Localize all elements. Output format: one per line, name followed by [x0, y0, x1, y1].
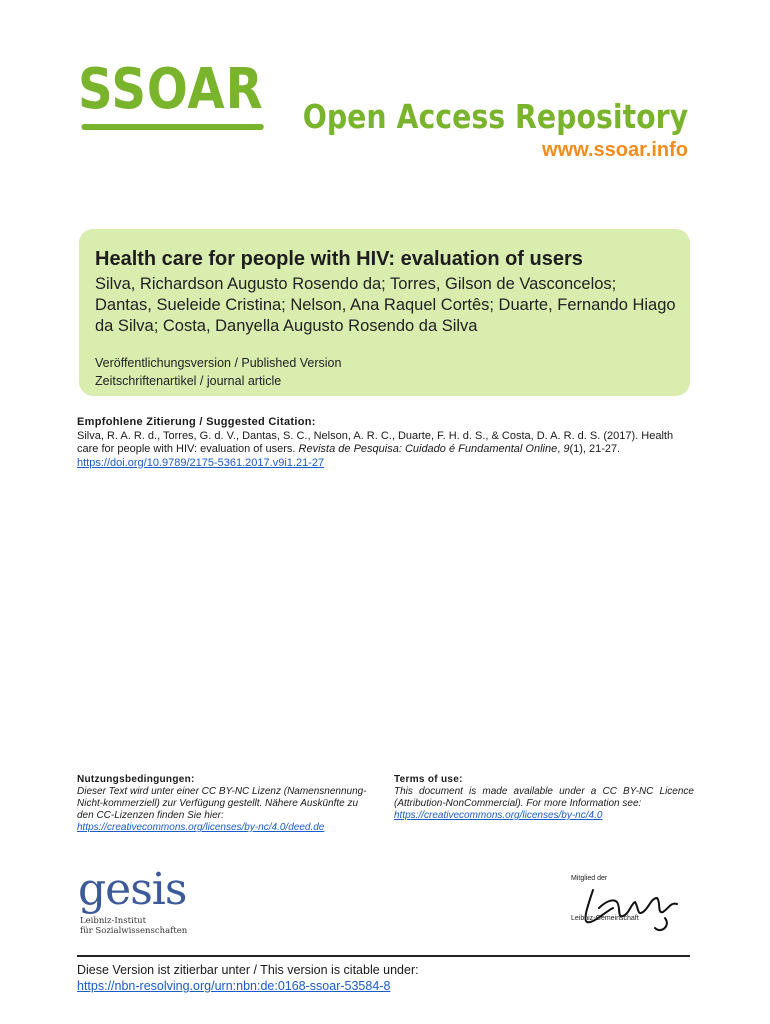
gesis-subtitle-line1: Leibniz-Institut	[80, 916, 147, 926]
paper-title: Health care for people with HIV: evaluation of users	[95, 248, 583, 270]
citation-heading: Empfohlene Zitierung / Suggested Citation:	[77, 416, 316, 428]
terms-de-license-link[interactable]: https://creativecommons.org/licenses/by-nc/4.0/deed.de	[77, 822, 325, 833]
citation-volume: 9	[563, 443, 570, 455]
gesis-wordmark: gesis	[78, 864, 187, 915]
citable-version-text: Diese Version ist zitierbar unter / This version is citable under:	[77, 963, 419, 977]
terms-en-body: This document is made available under a CC BY-NC Licence (Attribution-NonCommercial). For more Information see:	[394, 786, 694, 809]
terms-de-heading: Nutzungsbedingungen:	[77, 774, 195, 785]
gesis-subtitle-line2: für Sozialwissenschaften	[80, 926, 188, 936]
terms-de-body: Dieser Text wird unter einer CC BY-NC Lizenz (Namensnennung-Nicht-kommerziell) zur Verfügung gestellt. Nähere Auskünfte zu den CC-Lizenzen finden Sie hier:	[77, 786, 367, 821]
leibniz-logo	[565, 868, 695, 940]
ssoar-logo-underline	[81, 124, 263, 130]
citation-pages: (1), 21-27.	[569, 443, 621, 455]
terms-of-use-german	[77, 774, 377, 834]
publication-version: Veröffentlichungsversion / Published Version	[95, 356, 342, 370]
leibniz-bottom-text: Leibniz-Gemeinschaft	[571, 915, 639, 922]
terms-en-heading: Terms of use:	[394, 774, 463, 785]
leibniz-signature-text: Leibniz	[595, 914, 599, 915]
gesis-subtitle	[80, 916, 188, 936]
paper-authors: Silva, Richardson Augusto Rosendo da; Torres, Gilson de Vasconcelos; Dantas, Sueleide Cristina; Nelson, Ana Raquel Cortês; Duarte, Fernando Hiago da Silva; Costa, Danyella Augusto Rosendo da Silva	[95, 275, 676, 335]
suggested-citation	[77, 416, 697, 470]
citable-version-block	[77, 962, 419, 994]
citation-sep: ,	[557, 443, 564, 455]
terms-of-use-english	[394, 774, 694, 822]
urn-link[interactable]: https://nbn-resolving.org/urn:nbn:de:0168-ssoar-53584-8	[77, 979, 391, 993]
gesis-logo	[78, 864, 188, 938]
repository-title: Open Access Repository	[302, 97, 688, 136]
leibniz-signature-mark	[585, 890, 677, 930]
terms-en-license-link[interactable]: https://creativecommons.org/licenses/by-nc/4.0	[394, 810, 603, 821]
citation-doi-link[interactable]: https://doi.org/10.9789/2175-5361.2017.v9i1.21-27	[77, 456, 325, 469]
citation-journal: Revista de Pesquisa: Cuidado é Fundamental Online	[298, 443, 558, 455]
citation-text	[77, 430, 697, 457]
ssoar-logo	[78, 57, 264, 122]
publication-type: Zeitschriftenartikel / journal article	[95, 374, 282, 388]
footer-divider	[77, 955, 690, 957]
leibniz-top-text: Mitglied der	[571, 875, 608, 882]
citation-plain: Silva, R. A. R. d., Torres, G. d. V., Dantas, S. C., Nelson, A. R. C., Duarte, F. H. d. S., & Costa, D. A. R. d. S. (2017). Health care for people with HIV: evaluation of users.	[77, 429, 674, 455]
document-info-box	[79, 229, 690, 396]
ssoar-logo-text: SSOAR	[78, 57, 264, 122]
repository-url-link[interactable]: www.ssoar.info	[542, 139, 688, 161]
